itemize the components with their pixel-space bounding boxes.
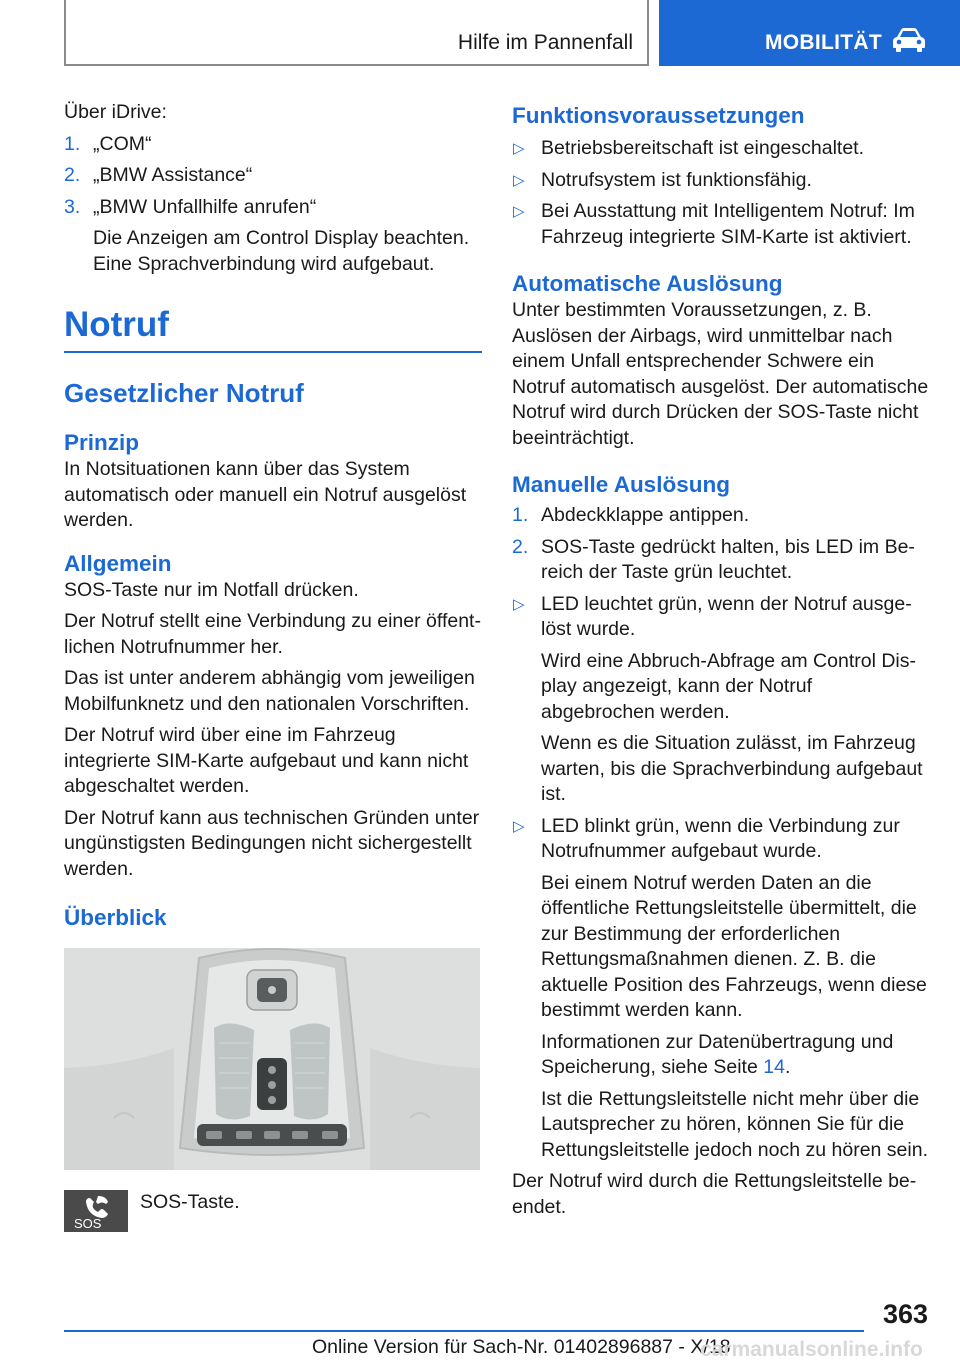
list-item	[512, 503, 930, 529]
list-item	[512, 168, 930, 194]
list-item-text: Betriebsbereitschaft ist eingeschaltet.	[541, 137, 865, 159]
heading-manuelle-ausloesung: Manuelle Auslösung	[512, 472, 730, 497]
funktion-list	[512, 136, 930, 250]
list-item	[64, 132, 482, 158]
list-item-text: Notrufsystem ist funktionsfähig.	[541, 168, 812, 191]
allgemein-para: Der Notruf stellt eine Verbindung zu einer öffentlichen Notrufnummer her.	[64, 610, 481, 658]
triangle-bullet-icon: ▷	[513, 140, 525, 157]
sos-caption: SOS-Taste.	[140, 1191, 240, 1213]
list-item-text: Bei Ausstattung mit Intelligentem Notruf: Im Fahrzeug integrierte SIM-Karte ist aktiviert.	[541, 200, 915, 248]
heading-ueberblick: Überblick	[64, 905, 167, 930]
led-list	[512, 592, 930, 1164]
triangle-bullet-icon: ▷	[513, 203, 525, 220]
step-text: „BMW Assistance“	[93, 164, 253, 186]
footer-online-version: Online Version für Sach-Nr. 01402896887 - X/18	[312, 1336, 731, 1358]
list-item	[512, 592, 930, 808]
overhead-console-drawing	[64, 948, 480, 1170]
step-text: SOS-Taste gedrückt halten, bis LED im Bereich der Taste grün leuchtet.	[541, 535, 915, 583]
left-column	[64, 100, 482, 1234]
led-text: LED leuchtet grün, wenn der Notruf ausgelöst wurde.	[541, 592, 912, 640]
idrive-steps	[64, 132, 482, 278]
watermark: carmanualsonline.info	[700, 1338, 923, 1361]
header-section-label: MOBILITÄT	[765, 31, 883, 54]
header-title-box	[64, 0, 649, 66]
right-column	[512, 102, 930, 1226]
sos-icon-label: SOS	[74, 1216, 102, 1231]
car-icon	[891, 27, 927, 53]
step-number: 2.	[512, 535, 529, 558]
list-item	[64, 163, 482, 189]
step-number: 3.	[64, 195, 81, 218]
allgemein-para: Der Notruf wird über eine im Fahrzeug integrierte SIM-Karte aufgebaut und kann nicht abgeschaltet werden.	[64, 724, 469, 797]
header-section-tab	[659, 0, 960, 66]
triangle-bullet-icon: ▷	[513, 817, 525, 835]
triangle-bullet-icon: ▷	[513, 595, 525, 613]
led-subtext-with-link	[541, 1030, 930, 1081]
list-item	[64, 195, 482, 278]
page-reference-link[interactable]: 14	[763, 1056, 785, 1078]
header-title: Hilfe im Pannenfall	[457, 31, 633, 54]
step-number: 1.	[512, 504, 529, 526]
footer-divider	[64, 1330, 864, 1332]
heading-funktionsvoraussetzungen: Funktionsvoraussetzungen	[512, 103, 805, 128]
sos-button-icon	[64, 1190, 128, 1232]
step-number: 1.	[64, 132, 81, 155]
list-item	[512, 199, 930, 250]
heading-gesetzlicher-notruf: Gesetzlicher Notruf	[64, 378, 304, 408]
step-text: „COM“	[93, 132, 152, 155]
allgemein-para: Das ist unter anderem abhängig vom jeweiligen Mobilfunknetz und den nationalen Vorschriften.	[64, 667, 475, 715]
triangle-bullet-icon: ▷	[513, 171, 525, 189]
led-text: LED blinkt grün, wenn die Verbindung zur Notrufnummer aufgebaut wurde.	[541, 814, 900, 862]
closing-text: Der Notruf wird durch die Rettungsleitstelle beendet.	[512, 1170, 917, 1218]
step-number: 2.	[64, 164, 81, 186]
sos-legend	[64, 1190, 482, 1234]
idrive-intro: Über iDrive:	[64, 101, 167, 123]
led-subtext-post: .	[784, 1056, 791, 1078]
step-text: Abdeckklappe antippen.	[541, 504, 750, 526]
list-item	[512, 535, 930, 586]
led-subtext: Wird eine Abbruch-Abfrage am Control Display angezeigt, kann der Notruf abgebrochen werden.	[541, 649, 916, 723]
step-subtext: Die Anzeigen am Control Display beachten. Eine Sprachverbindung wird aufgebaut.	[93, 227, 470, 275]
auto-text: Unter bestimmten Voraussetzungen, z. B. Auslösen der Airbags, wird unmittelbar nach einem Unfall entsprechender Schwere ein Notruf automatisch ausgelöst. Der automatische Notruf wird durch Drücken der SOS-Taste nicht beeinträchtigt.	[512, 299, 929, 449]
led-subtext: Ist die Rettungsleitstelle nicht mehr über die Lautsprecher zu hören, können Sie für die Rettungsleitstelle jedoch noch zu hören sein.	[541, 1087, 928, 1161]
page-number: 363	[882, 1299, 928, 1329]
step-text: „BMW Unfallhilfe anrufen“	[93, 195, 317, 218]
heading-prinzip: Prinzip	[64, 430, 140, 455]
led-subtext: Bei einem Notruf werden Daten an die öffentliche Rettungsleitstelle übermittelt, die zur Bestimmung der erforderlichen Rettungsmaßnahmen dienen. Z. B. die aktuelle Position des Fahrzeugs, wenn diese bestimmt werden kann.	[541, 871, 927, 1021]
allgemein-para: Der Notruf kann aus technischen Gründen unter ungünstigsten Bedingungen nicht sichergestellt werden.	[64, 806, 480, 880]
overhead-console-photo	[64, 948, 480, 1170]
list-item	[512, 136, 930, 162]
prinzip-text: In Notsituationen kann über das System automatisch oder manuell ein Notruf ausgelöst werden.	[64, 458, 467, 531]
led-subtext: Wenn es die Situation zulässt, im Fahrzeug warten, bis die Sprachverbindung aufgebaut ist.	[541, 732, 923, 805]
list-item	[512, 814, 930, 1164]
heading-automatische-ausloesung: Automatische Auslösung	[512, 271, 783, 296]
heading-notruf: Notruf	[64, 305, 482, 353]
manuell-steps	[512, 503, 930, 586]
allgemein-para: SOS-Taste nur im Notfall drücken.	[64, 578, 359, 601]
led-subtext-pre: Informationen zur Datenübertragung und Speicherung, siehe Seite	[541, 1030, 894, 1078]
heading-allgemein: Allgemein	[64, 550, 172, 576]
